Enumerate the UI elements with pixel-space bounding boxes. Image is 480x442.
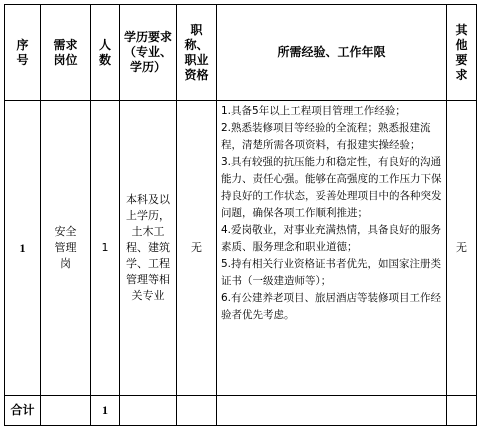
experience-item: 4.爱岗敬业，对事业充满热情，具备良好的服务素质、服务理念和职业道德；	[221, 224, 442, 253]
recruitment-table	[4, 4, 477, 426]
row-experience	[217, 101, 447, 396]
experience-item: 2.熟悉装修项目等经验的全流程；熟悉报建流程，清楚所需各项资料，有报建实操经验；	[221, 122, 431, 151]
row-position: 安全管理岗	[41, 101, 91, 396]
header-seq: 序号	[5, 5, 41, 101]
experience-item: 6.有公建养老项目、旅居酒店等装修项目工作经验者优先考虑。	[221, 292, 442, 321]
total-empty-education	[120, 396, 177, 426]
header-count: 人数	[91, 5, 120, 101]
experience-item: 3.具有较强的抗压能力和稳定性，有良好的沟通能力、责任心强。能够在高强度的工作压力下保持良好的工作状态，妥善处理项目中的各种突发问题，确保各项工作顺利推进；	[221, 156, 442, 219]
table-row	[5, 101, 477, 396]
total-label: 合计	[5, 396, 41, 426]
row-seq: 1	[5, 101, 41, 396]
row-count: 1	[91, 101, 120, 396]
header-position: 需求岗位	[41, 5, 91, 101]
row-title: 无	[177, 101, 217, 396]
total-count: 1	[91, 396, 120, 426]
header-title: 职称、职业资格	[177, 5, 217, 101]
header-row	[5, 5, 477, 101]
experience-item: 5.持有相关行业资格证书者优先，如国家注册类证书（一级建造师等）；	[221, 258, 442, 287]
row-other: 无	[447, 101, 477, 396]
header-experience: 所需经验、工作年限	[217, 5, 447, 101]
total-empty-experience	[217, 396, 447, 426]
header-education: 学历要求（专业、学历）	[120, 5, 177, 101]
total-empty-other	[447, 396, 477, 426]
header-other: 其他要求	[447, 5, 477, 101]
total-row	[5, 396, 477, 426]
total-empty-title	[177, 396, 217, 426]
total-empty-position	[41, 396, 91, 426]
row-education: 本科及以上学历，土木工程、建筑学、工程管理等相关专业	[120, 101, 177, 396]
experience-item: 1.具备5年以上工程项目管理工作经验；	[221, 105, 406, 117]
